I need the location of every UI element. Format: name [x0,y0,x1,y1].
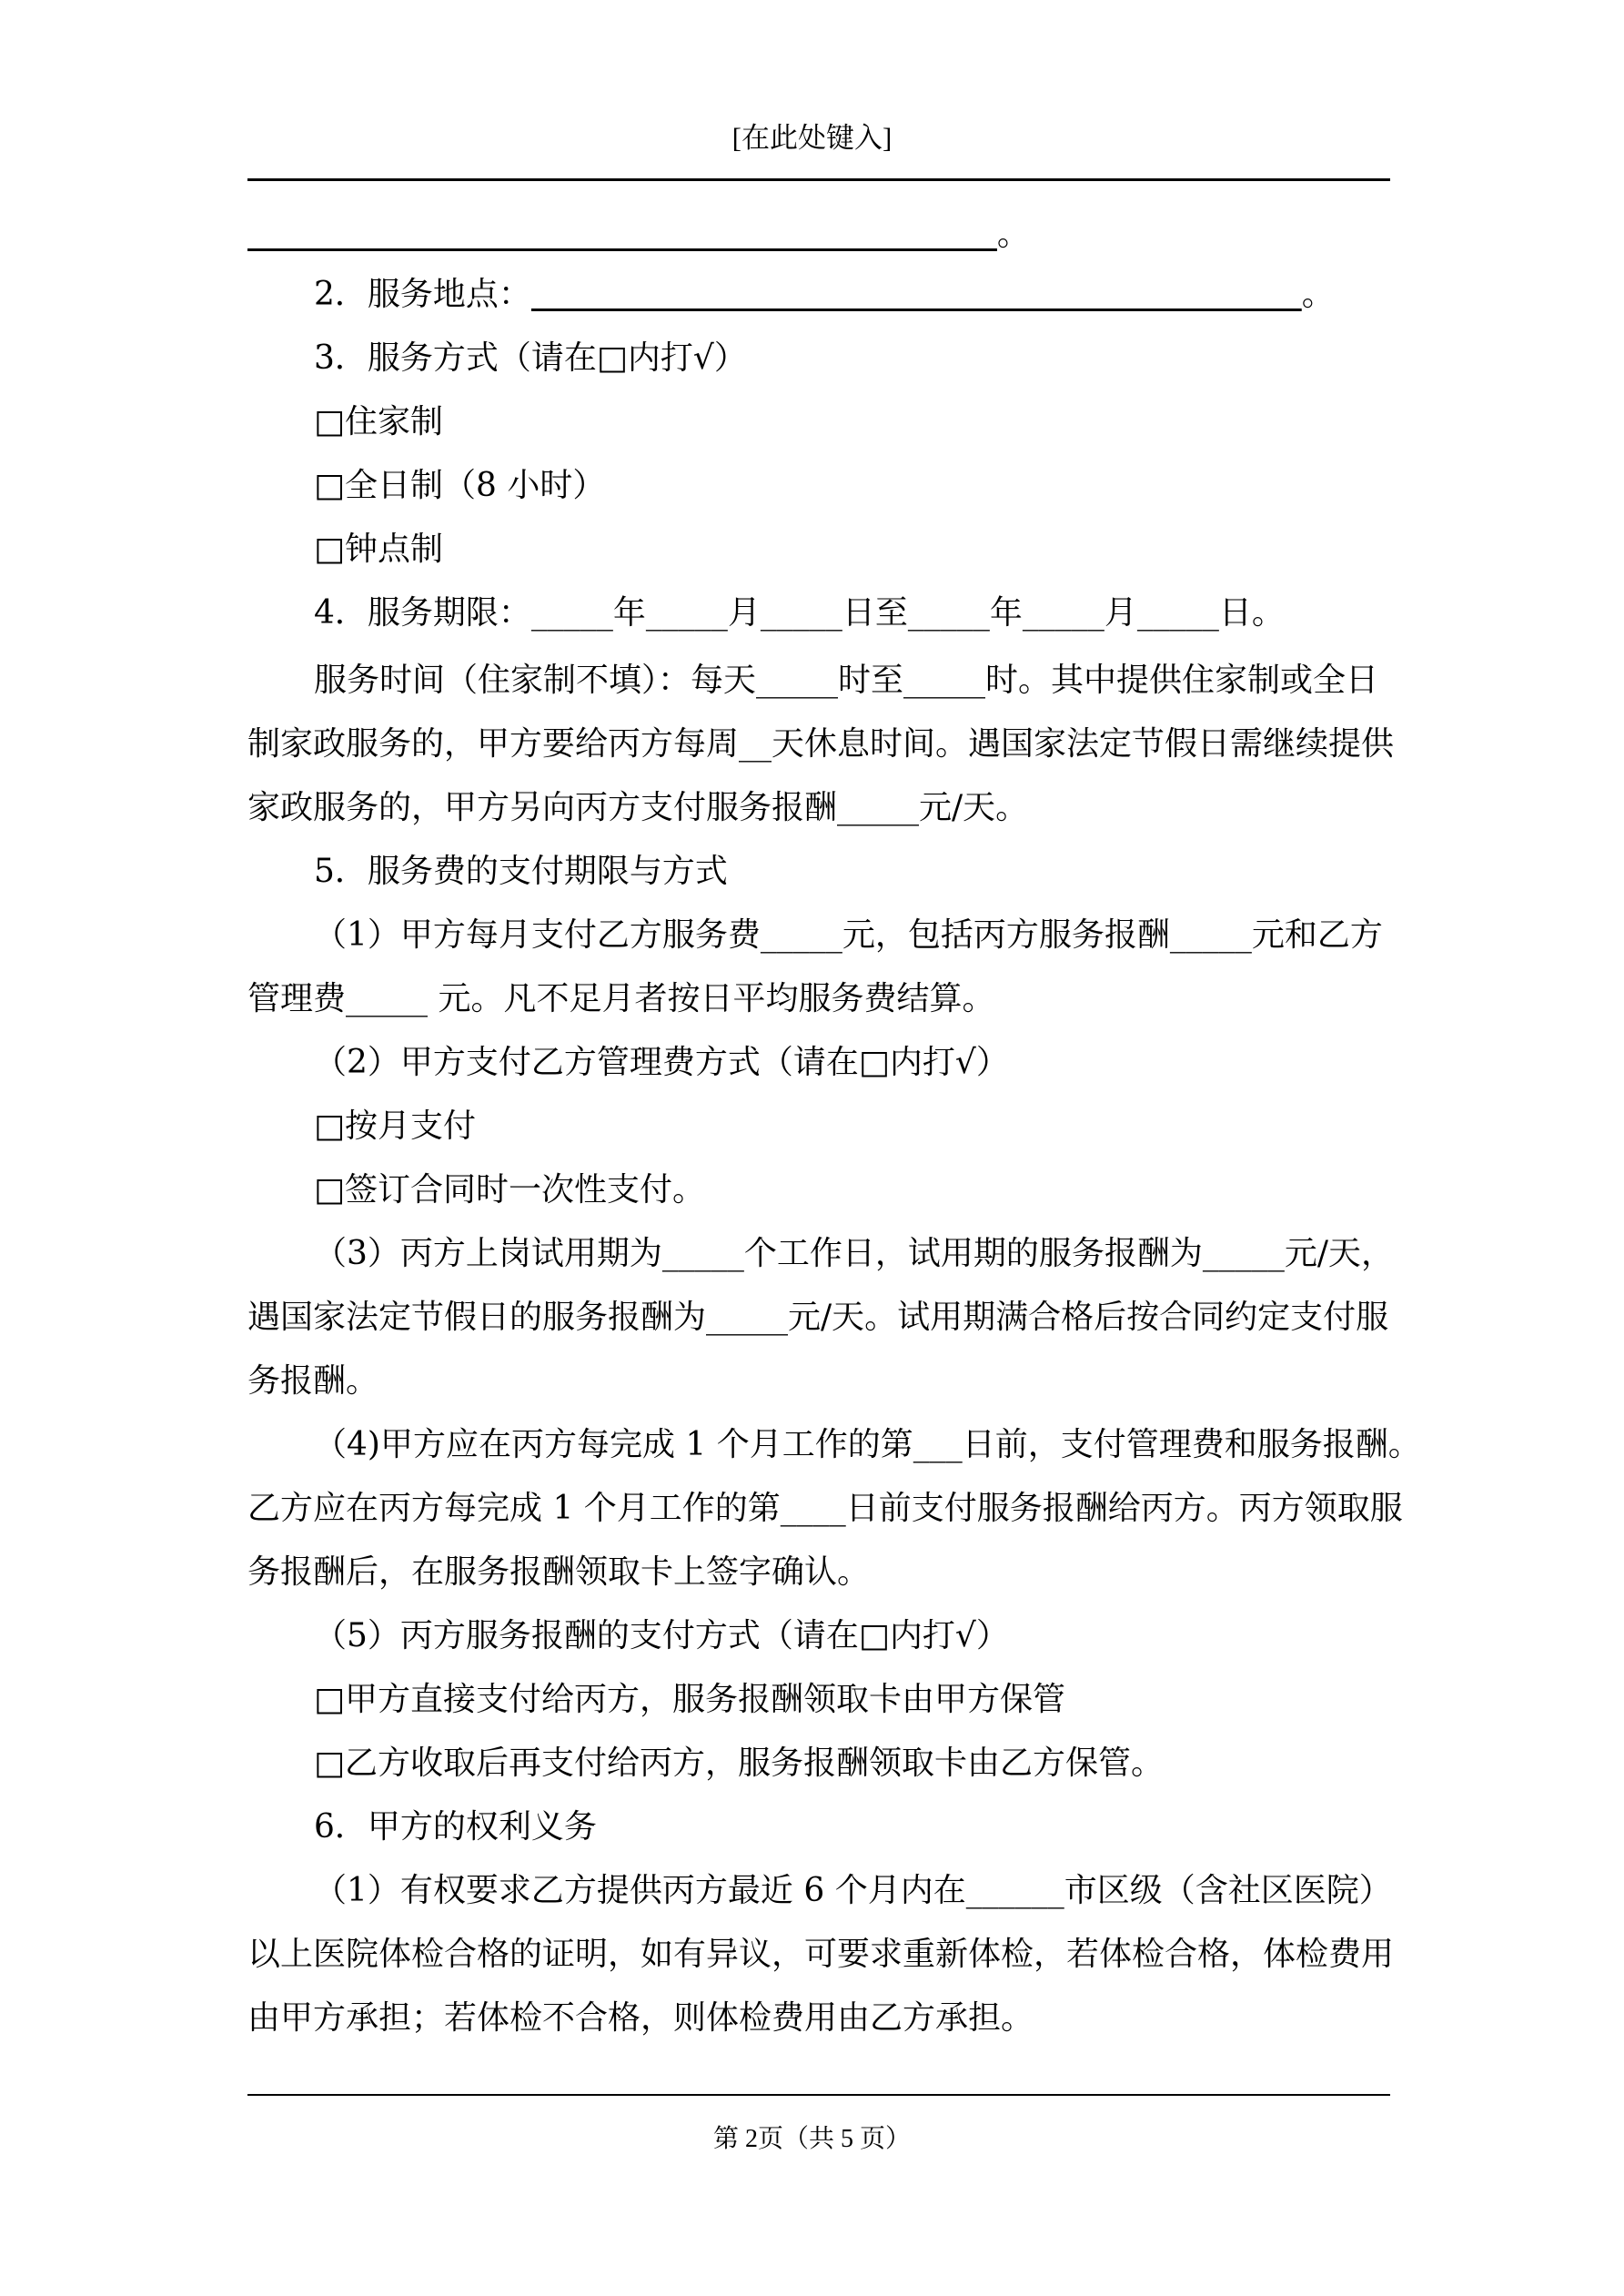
paragraph-line: （4)甲方应在丙方每完成 1 个月工作的第___日前，支付管理费和服务报酬。 [314,1426,1421,1463]
paragraph-line: 务报酬。 [247,1362,379,1400]
section-heading: 5．服务费的支付期限与方式 [314,853,728,890]
paragraph-line: 由甲方承担；若体检不合格，则体检费用由乙方承担。 [247,1999,1034,2037]
paragraph-line: 家政服务的，甲方另向丙方支付服务报酬_____元/天。 [247,789,1029,826]
checkbox-option-monthly: □按月支付 [314,1108,477,1145]
paragraph-line: 服务时间（住家制不填）：每天_____时至_____时。其中提供住家制或全日 [314,662,1379,699]
fill-blank [531,276,1302,313]
service-mode-heading: 3．服务方式（请在□内打√） [314,339,747,377]
paragraph-line: （3）丙方上岗试用期为_____个工作日，试用期的服务报酬为_____元/天， [314,1235,1395,1272]
page-footer: 第 2页（共 5 页） [712,2125,911,2153]
checkbox-option-live-in: □住家制 [314,403,444,440]
header-rule [247,178,1390,181]
paragraph-line: （1）有权要求乙方提供丙方最近 6 个月内在______市区级（含社区医院） [314,1872,1392,1909]
paragraph-line: （1）甲方每月支付乙方服务费_____元，包括丙方服务报酬_____元和乙方 [314,916,1383,954]
section-heading: 6．甲方的权利义务 [314,1808,597,1846]
checkbox-option-hourly: □钟点制 [314,531,444,568]
paragraph-line: 遇国家法定节假日的服务报酬为_____元/天。试用期满合格后按合同约定支付服 [247,1299,1389,1336]
checkbox-option-via-agency: □乙方收取后再支付给丙方，服务报酬领取卡由乙方保管。 [314,1745,1165,1782]
checkbox-option-one-time: □签订合同时一次性支付。 [314,1171,706,1209]
fill-blank [247,216,997,253]
checkbox-option-full-day: □全日制（8 小时） [314,467,606,504]
paragraph-line: 管理费_____ 元。凡不足月者按日平均服务费结算。 [247,980,995,1017]
sub-heading: （5）丙方服务报酬的支付方式（请在□内打√） [314,1617,1009,1654]
paragraph-line: 乙方应在丙方每完成 1 个月工作的第____日前支付服务报酬给丙方。丙方领取服 [247,1490,1403,1527]
paragraph-line: 务报酬后，在服务报酬领取卡上签字确认。 [247,1553,871,1591]
paragraph-line: 制家政服务的，甲方要给丙方每周__天休息时间。遇国家法定节假日需继续提供 [247,725,1395,763]
service-location-line: 2．服务地点： 。 [314,276,1335,313]
page-header: [在此处键入] [731,122,893,154]
footer-rule [247,2094,1390,2096]
blank-line-continuation: 。 [247,215,1390,255]
sub-heading: （2）甲方支付乙方管理费方式（请在□内打√） [314,1044,1009,1081]
paragraph-line: 以上医院体检合格的证明，如有异议，可要求重新体检，若体检合格，体检费用 [247,1936,1395,1973]
checkbox-option-direct-pay: □甲方直接支付给丙方，服务报酬领取卡由甲方保管 [314,1681,1066,1718]
service-period-line: 4．服务期限：_____年_____月_____日至_____年_____月_____日。 [314,594,1285,632]
